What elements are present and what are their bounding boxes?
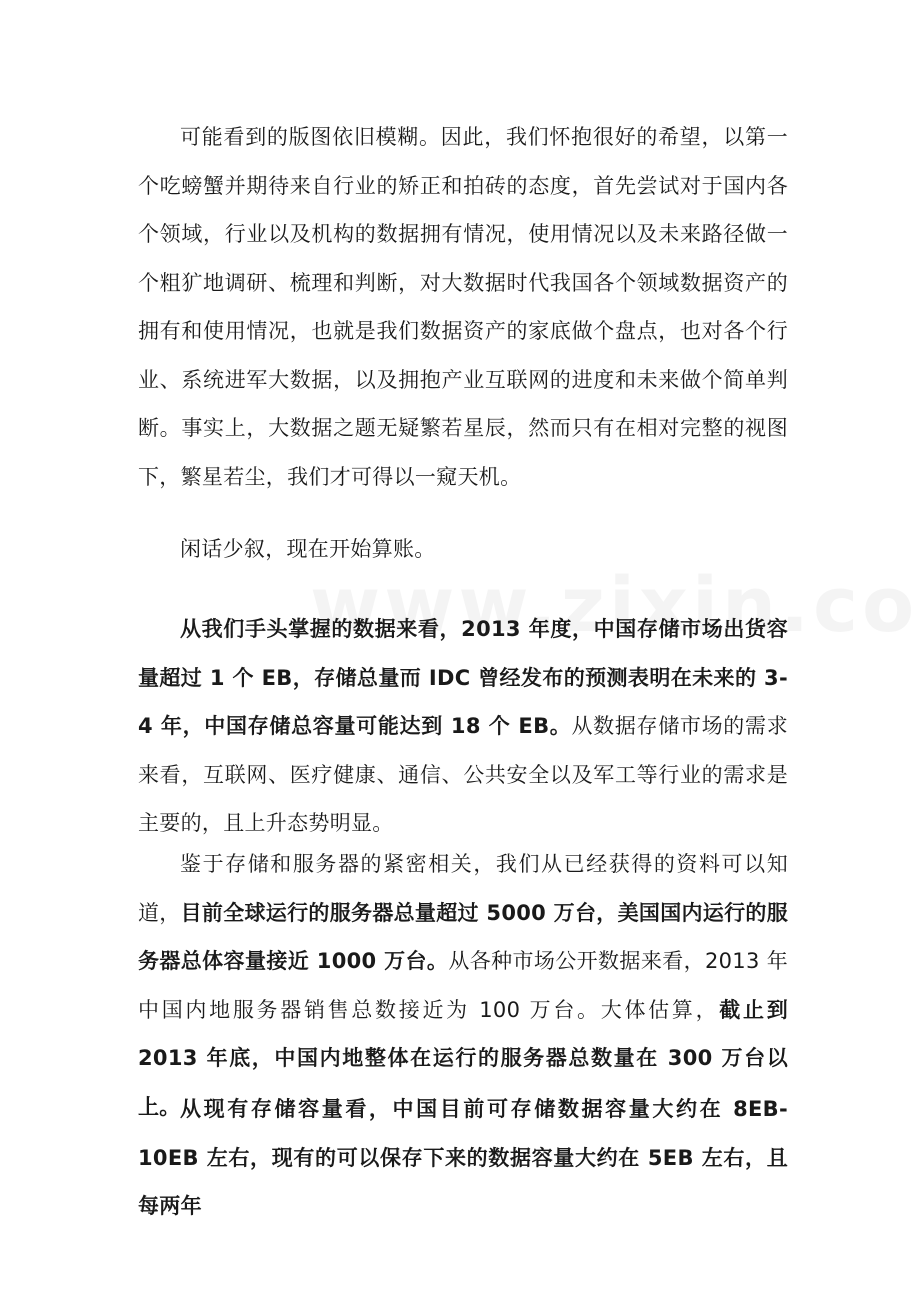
bold-text-segment: 截止到 2013 年底，中国内地整体在运行的服务器总数量在 300 万台以上。 (138, 997, 788, 1119)
text-segment: 从数据存储市场的需求来看，互联网、医疗健康、通信、公共安全以及军工等行业的需求是主要的，且上升态势明显。 (138, 714, 788, 835)
paragraph-storage-capacity (138, 1085, 788, 1231)
text-segment: 鉴于存储和服务器的紧密相关，我们从已经获得的资料可以知道， (138, 852, 788, 925)
bold-text-segment: 目前全球运行的服务器总量超过 5000 万台，美国国内运行的服务器总体容量接近 1000 万台。 (138, 900, 788, 973)
bold-text-segment: 从我们手头掌握的数据来看，2013 年度，中国存储市场出货容量超过 1 个 EB，存储总量而 IDC 曾经发布的预测表明在未来的 3-4 年，中国存储总容量可能达到 18 个 EB。 (138, 617, 788, 738)
text-segment: 从各种市场公开数据来看，2013 年中国内地服务器销售总数接近为 100 万台。大体估算， (138, 949, 788, 1022)
paragraph-storage-market (138, 605, 788, 848)
bold-text-segment: 从现有存储容量看，中国目前可存储数据容量大约在 8EB-10EB 左右，现有的可以保存下来的数据容量大约在 5EB 左右，且每两年 (138, 1097, 788, 1218)
text-segment: 闲话少叙，现在开始算账。 (180, 537, 436, 561)
paragraph-transition (138, 525, 788, 574)
paragraph-intro (138, 113, 788, 501)
text-segment: 可能看到的版图依旧模糊。因此，我们怀抱很好的希望，以第一个吃螃蟹并期待来自行业的矫正和拍砖的态度，首先尝试对于国内各个领域，行业以及机构的数据拥有情况，使用情况以及未来路径做一个粗犷地调研、梳理和判断，对大数据时代我国各个领域数据资产的拥有和使用情况，也就是我们数据资产的家底做个盘点，也对各个行业、系统进军大数据，以及拥抱产业互联网的进度和未来做个简单判断。事实上，大数据之题无疑繁若星辰，然而只有在相对完整的视图下，繁星若尘，我们才可得以一窥天机。 (138, 125, 788, 489)
